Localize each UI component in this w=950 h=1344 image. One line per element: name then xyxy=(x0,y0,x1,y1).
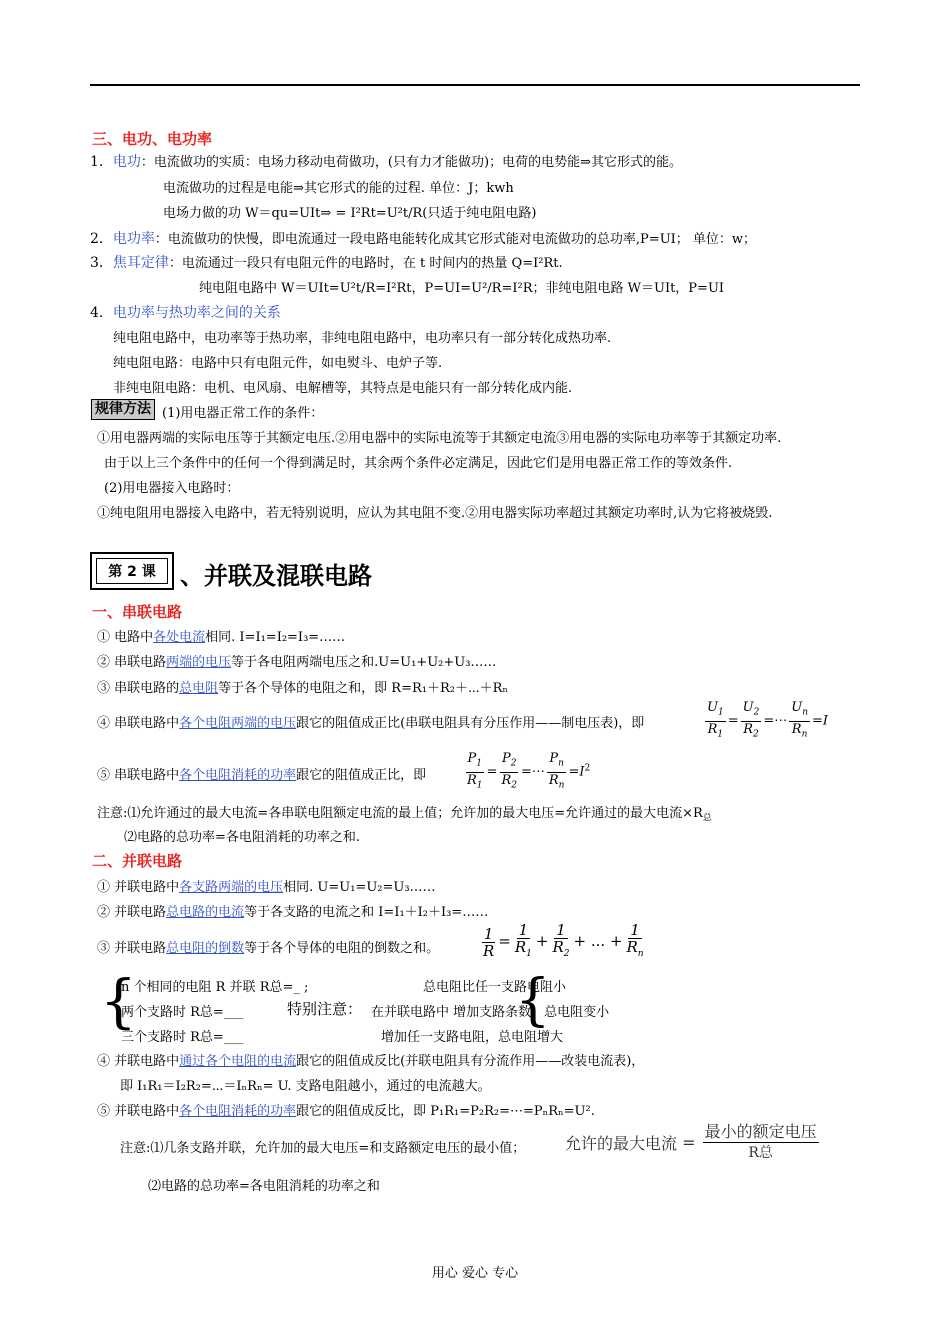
row-text: ③ 串联电路的 xyxy=(97,681,180,696)
middle-brace: { xyxy=(515,968,551,1033)
parallel-resistance-formula: $\frac{1}{R}$ = $\frac{1}{R_1}$ + $\frac{1}{R_2}$ + ... + $\frac{1}{R_n}$ xyxy=(479,922,648,962)
lesson-title: 、并联及混联电路 xyxy=(180,562,372,590)
row-text: ⑤ 串联电路中 xyxy=(97,768,180,783)
term-electric-work: 电功 xyxy=(112,154,141,170)
row-text: ② 串联电路 xyxy=(97,655,167,670)
brace-line-3: 三个支路时 R总=___ xyxy=(121,1030,244,1045)
row-text: 相同. I=I₁=I₂=I₃=…… xyxy=(205,630,346,645)
row-text: 等于各个导体的电阻的倒数之和。 xyxy=(244,941,440,956)
item-number: 2． xyxy=(90,231,113,247)
frac-p1-r1: $\frac{P_1}{R_1}$ xyxy=(467,751,483,791)
pure-resistive-formula: 纯电阻电路中 W＝UIt=U²t/R=I²Rt，P=UI=U²/R=I²R；非纯电阻电路 W＝UIt，P=UI xyxy=(199,281,725,296)
series-row-2 xyxy=(97,651,496,670)
special-note-label: 特别注意： xyxy=(287,1000,363,1018)
lesson-box xyxy=(90,552,174,590)
parallel-row-3 xyxy=(97,937,439,956)
relation-line-1: 纯电阻电路中，电功率等于热功率，非纯电阻电路中，电功率只有一部分转化成热功率. xyxy=(113,331,612,346)
method-line-1: (1)用电器正常工作的条件： xyxy=(162,406,324,421)
page-footer: 用心 爱心 专心 xyxy=(431,1266,519,1281)
note-subscript: 总 xyxy=(702,813,712,824)
series-row-3 xyxy=(97,677,508,696)
special-line-3: 增加任一支路电阻，总电阻增大 xyxy=(381,1030,564,1045)
special-line-1: 总电阻比任一支路电阻小 xyxy=(423,980,567,995)
method-line-2: ①用电器两端的实际电压等于其额定电压.②用电器中的实际电流等于其额定电流③用电器的实际电功率等于其额定功率. xyxy=(97,431,782,446)
parallel-note-2: ⑵电路的总功率=各电阻消耗的功率之和 xyxy=(148,1179,380,1194)
item-joule-law xyxy=(90,252,563,272)
series-note-1 xyxy=(97,802,712,824)
formula-fraction xyxy=(703,1122,819,1163)
parallel-row-1 xyxy=(97,876,436,895)
series-note-2: ⑵电路的总功率=各电阻消耗的功率之和. xyxy=(124,830,361,845)
frac-1-r2: $\frac{1}{R_2}$ xyxy=(552,921,570,959)
section-title-parallel: 二、并联电路 xyxy=(92,852,183,870)
method-line-5: ①纯电阻用电器接入电路中，若无特别说明，应认为其电阻不变.②用电器实际功率超过其额定功率时,认为它将被烧毁. xyxy=(97,506,773,521)
series-row-5 xyxy=(97,764,426,783)
term-joule-law: 焦耳定律 xyxy=(112,255,169,271)
row-text: ⑤ 并联电路中 xyxy=(97,1104,180,1119)
frac-u1-r1: $\frac{U_1}{R_1}$ xyxy=(707,700,724,740)
header-rule xyxy=(90,84,860,86)
row-key: 总电路的电流 xyxy=(166,905,245,920)
special-line-2: 在并联电路中 增加支路条数，总电阻变小 xyxy=(371,1005,610,1020)
series-power-formula: $\frac{P_1}{R_1}$ = $\frac{P_2}{R_2}$ =⋯ $\frac{P_n}{R_n}$ $=I^2$ xyxy=(463,751,590,793)
row-text: ① 并联电路中 xyxy=(97,880,180,895)
row-text: ④ 串联电路中 xyxy=(97,716,180,731)
frac-u2-r2: $\frac{U_2}{R_2}$ xyxy=(742,700,760,740)
row-key: 总电阻的倒数 xyxy=(166,941,245,956)
method-line-3: 由于以上三个条件中的任何一个得到满足时，其余两个条件必定满足，因此它们是用电器正常工作的等效条件. xyxy=(104,456,733,471)
formula-numerator: 最小的额定电压 xyxy=(704,1122,817,1141)
relation-line-3: 非纯电阻电路：电机、电风扇、电解槽等，其特点是电能只有一部分转化成内能. xyxy=(113,381,573,396)
row-key: 两端的电压 xyxy=(166,655,232,670)
lesson-label: 第 2 课 xyxy=(96,558,168,584)
formula-left: 允许的最大电流 xyxy=(565,1134,678,1153)
row-text: 跟它的阻值成正比，即 xyxy=(296,768,427,783)
row-text: 跟它的阻值成正比(串联电阻具有分压作用——制电压表)，即 xyxy=(296,716,645,731)
parallel-row-2 xyxy=(97,901,488,920)
parallel-row-4 xyxy=(97,1050,644,1069)
formula-denominator: R总 xyxy=(748,1145,773,1161)
left-brace: { xyxy=(100,967,137,1035)
term-power-relation: 电功率与热功率之间的关系 xyxy=(112,305,281,321)
parallel-row-4-line-2: 即 I₁R₁＝I₂R₂=⋯＝IₙRₙ= U. 支路电阻越小，通过的电流越大。 xyxy=(120,1079,491,1094)
method-line-4: (2)用电器接入电路时： xyxy=(104,481,240,496)
row-text: 跟它的阻值成反比，即 P₁R₁=P₂R₂=⋯=PₙRₙ=U². xyxy=(296,1104,595,1119)
row-text: 等于各个导体的电阻之和，即 R=R₁＋R₂＋⋯＋Rₙ xyxy=(218,681,509,696)
item-text: ：电流做功的快慢，即电流通过一段电路电能转化成其它形式能对电流做功的总功率,P=UI； 单位：w； xyxy=(154,232,757,247)
parallel-note-1: 注意:⑴几条支路并联，允许加的最大电压=和支路额定电压的最小值； xyxy=(120,1141,526,1156)
frac-1-r1: $\frac{1}{R_1}$ xyxy=(514,921,532,959)
parallel-row-5 xyxy=(97,1100,595,1119)
series-row-1 xyxy=(97,626,345,645)
series-row-4 xyxy=(97,712,644,731)
method-badge: 规律方法 xyxy=(91,399,155,420)
row-text: 等于各支路的电流之和 I=I₁＋I₂＋I₃=…… xyxy=(244,905,489,920)
row-text: 等于各电阻两端电压之和.U=U₁+U₂+U₃…… xyxy=(231,655,497,670)
max-current-formula: 允许的最大电流 = $\frac{\text{最小的额定电压}}{\text{R总}}$ xyxy=(565,1122,817,1161)
item-number: 1． xyxy=(90,154,113,170)
row-key: 各个电阻消耗的功率 xyxy=(179,768,297,783)
frac-p2-r2: $\frac{P_2}{R_2}$ xyxy=(501,751,517,791)
frac-1-r: $\frac{1}{R}$ xyxy=(483,924,495,960)
item-electric-power xyxy=(90,228,756,248)
row-key: 各个电阻两端的电压 xyxy=(179,716,297,731)
item-text: ：电流做功的实质：电场力移动电荷做功，(只有力才能做功)；电荷的电势能⇒其它形式的能。 xyxy=(140,155,682,170)
row-key: 通过各个电阻的电流 xyxy=(179,1054,297,1069)
work-process-line: 电流做功的过程是电能⇒其它形式的能的过程. 单位：J；kwh xyxy=(163,181,514,196)
section-title-series: 一、串联电路 xyxy=(92,603,183,621)
frac-un-rn: $\frac{U_n}{R_n}$ xyxy=(791,700,808,740)
item-text: ：电流通过一段只有电阻元件的电路时，在 t 时间内的热量 Q=I²Rt. xyxy=(168,256,563,271)
frac-pn-rn: $\frac{P_n}{R_n}$ xyxy=(548,751,565,791)
note-text: 注意:⑴允许通过的最大电流=各串联电阻额定电流的最上值；允许加的最大电压=允许通过的最大电流×R xyxy=(97,806,703,821)
row-text: ④ 并联电路中 xyxy=(97,1054,180,1069)
row-key: 各个电阻消耗的功率 xyxy=(179,1104,297,1119)
row-key: 各处电流 xyxy=(153,630,206,645)
item-power-relation xyxy=(90,302,281,322)
row-text: ① 电路中 xyxy=(97,630,154,645)
relation-line-2: 纯电阻电路：电路中只有电阻元件，如电熨斗、电炉子等. xyxy=(113,356,443,371)
row-key: 各支路两端的电压 xyxy=(179,880,284,895)
series-voltage-formula: $\frac{U_1}{R_1}$ = $\frac{U_2}{R_2}$ =⋯ $\frac{U_n}{R_n}$ =I xyxy=(703,700,828,742)
item-electric-work xyxy=(90,151,682,171)
brace-line-2: 两个支路时 R总=___ xyxy=(121,1005,244,1020)
item-number: 3． xyxy=(90,255,113,271)
item-number: 4． xyxy=(90,305,113,321)
row-text: 跟它的阻值成反比(并联电阻具有分流作用——改装电流表)， xyxy=(296,1054,645,1069)
row-text: 相同. U=U₁=U₂=U₃…… xyxy=(283,880,436,895)
row-key: 总电阻 xyxy=(179,681,219,696)
row-text: ② 并联电路 xyxy=(97,905,167,920)
brace-line-1: n 个相同的电阻 R 并联 R总=_ ; xyxy=(121,980,309,995)
frac-1-rn: $\frac{1}{R_n}$ xyxy=(626,921,644,959)
row-text: ③ 并联电路 xyxy=(97,941,167,956)
term-electric-power: 电功率 xyxy=(112,231,155,247)
work-formula-line: 电场力做的功 W＝qu=UIt⇒ = I²Rt=U²t/R(只适于纯电阻电路) xyxy=(163,206,537,221)
section-title-power: 三、电功、电功率 xyxy=(92,130,213,148)
